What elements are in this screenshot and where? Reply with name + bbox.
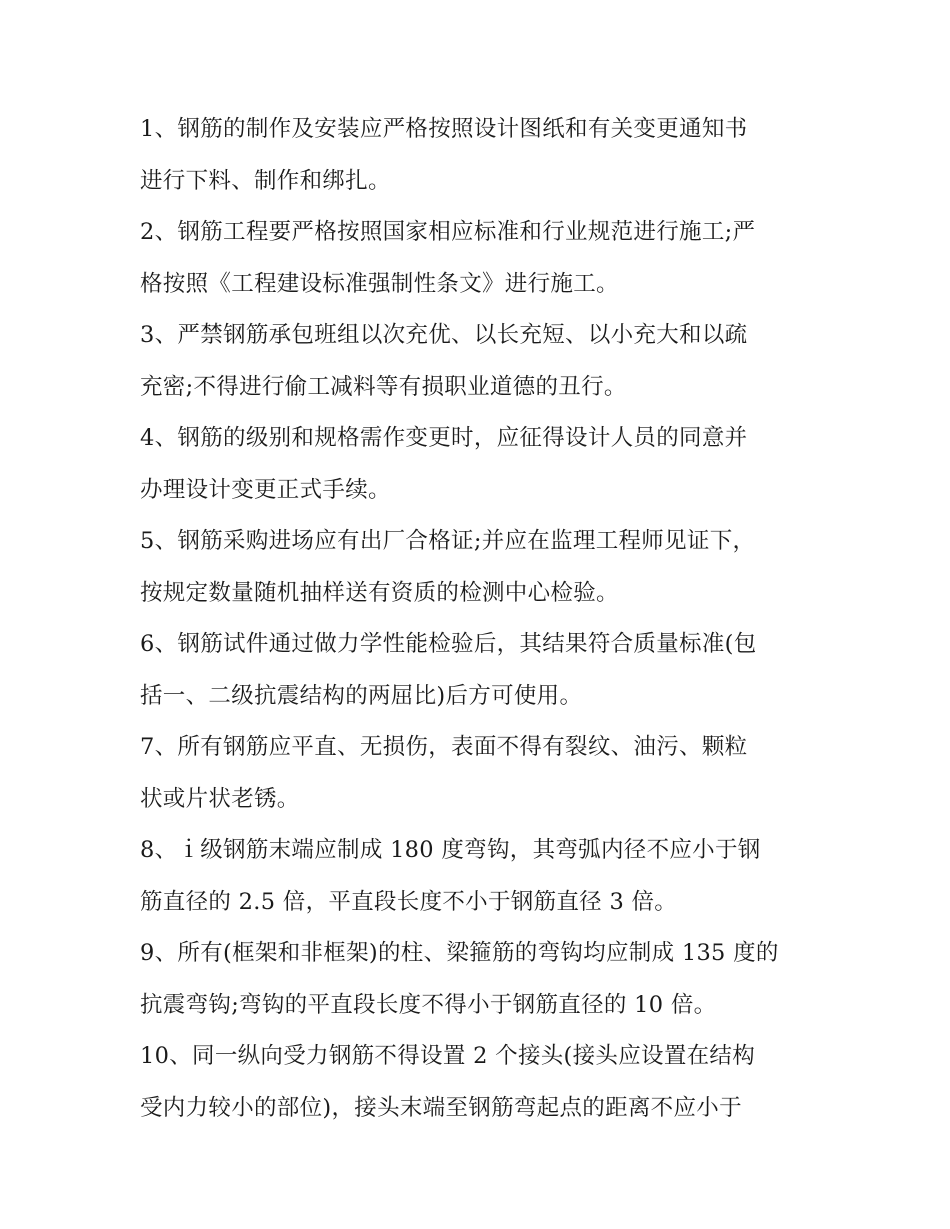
text-line: 办理设计变更正式手续。 — [140, 476, 391, 503]
text-line: 6、钢筋试件通过做力学性能检验后，其结果符合质量标准(包 — [140, 631, 757, 657]
text-line: 筋直径的 2.5 倍，平直段长度不小于钢筋直径 3 倍。 — [140, 888, 678, 915]
text-line: 7、所有钢筋应平直、无损伤，表面不得有裂纹、油污、颗粒 — [140, 734, 748, 760]
text-line: 1、钢筋的制作及安装应严格按照设计图纸和有关变更通知书 — [140, 116, 748, 142]
text-line: 4、钢筋的级别和规格需作变更时，应征得设计人员的同意并 — [140, 425, 748, 451]
text-line: 括一、二级抗震结构的两屈比)后方可使用。 — [140, 682, 583, 709]
text-line: 状或片状老锈。 — [140, 785, 300, 812]
text-line: 充密;不得进行偷工减料等有损职业道德的丑行。 — [140, 373, 627, 400]
text-line: 2、钢筋工程要严格按照国家相应标准和行业规范进行施工;严 — [140, 219, 756, 245]
text-line: 3、严禁钢筋承包班组以次充优、以长充短、以小充大和以疏 — [140, 322, 748, 348]
text-line: 10、同一纵向受力钢筋不得设置 2 个接头(接头应设置在结构 — [140, 1043, 756, 1069]
text-line: 9、所有(框架和非框架)的柱、梁箍筋的弯钩均应制成 135 度的 — [140, 940, 779, 966]
document-body — [140, 104, 820, 1134]
text-line: 进行下料、制作和绑扎。 — [140, 167, 391, 194]
text-line: 按规定数量随机抽样送有资质的检测中心检验。 — [140, 579, 619, 606]
text-line: 5、钢筋采购进场应有出厂合格证;并应在监理工程师见证下， — [140, 528, 756, 554]
text-line: 8、ｉ级钢筋末端应制成 180 度弯钩，其弯弧内径不应小于钢 — [140, 837, 761, 863]
text-line: 格按照《工程建设标准强制性条文》进行施工。 — [140, 270, 619, 297]
text-line: 受内力较小的部位)，接头末端至钢筋弯起点的距离不应小于 — [140, 1094, 742, 1121]
text-line: 抗震弯钩;弯钩的平直段长度不得小于钢筋直径的 10 倍。 — [140, 991, 717, 1018]
